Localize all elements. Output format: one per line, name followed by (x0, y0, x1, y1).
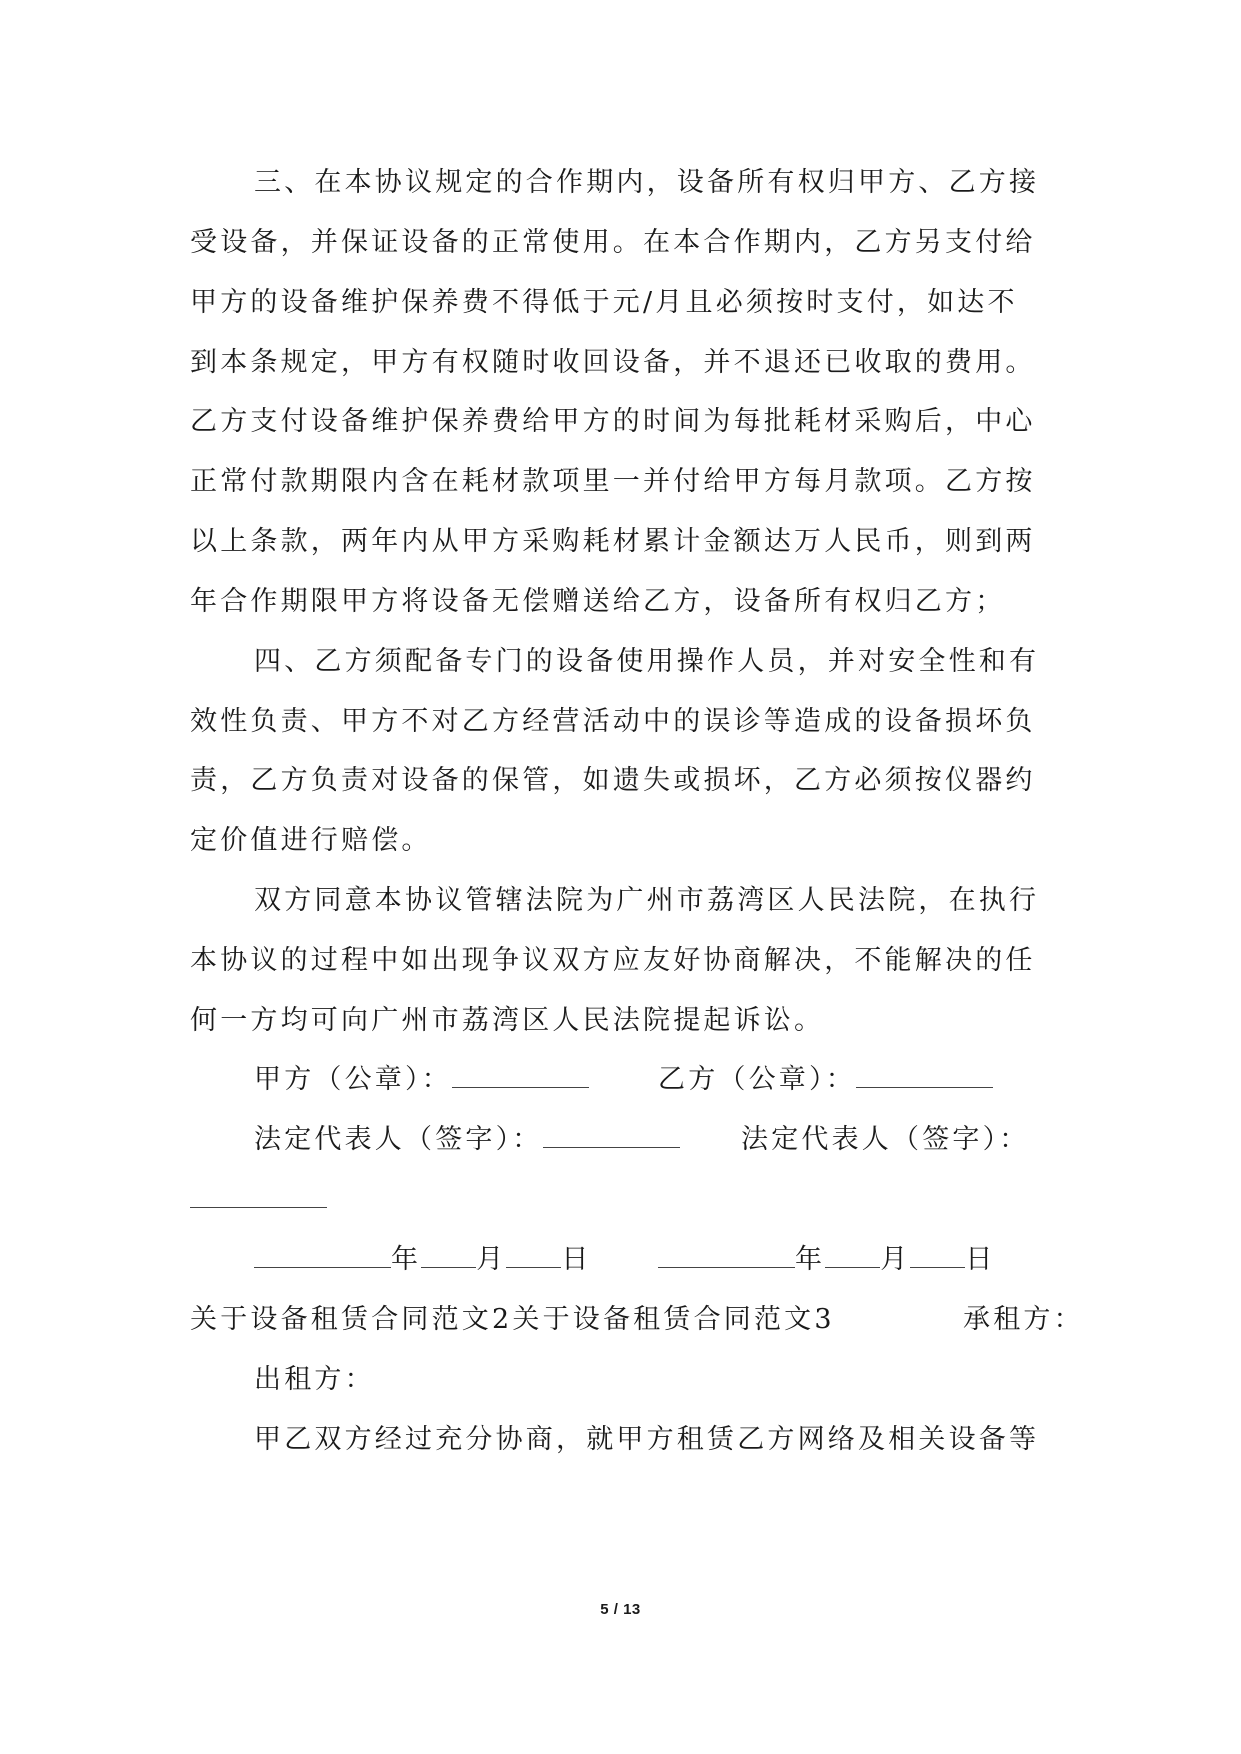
paragraph-line: 乙方支付设备维护保养费给甲方的时间为每批耗材采购后，中心 (190, 406, 1036, 437)
party-b-seal-label: 乙方（公章）： (658, 1064, 856, 1095)
party-a-seal-label: 甲方（公章）： (254, 1064, 452, 1095)
month-blank (421, 1266, 476, 1268)
paragraph-line: 正常付款期限内含在耗材款项里一并付给甲方每月款项。乙方按 (190, 466, 1036, 497)
paragraph-line: 责，乙方负责对设备的保管，如遗失或损坏，乙方必须按仪器约 (190, 765, 1036, 796)
paragraph-line: 效性负责、甲方不对乙方经营活动中的误诊等造成的设备损坏负 (190, 706, 1036, 737)
year-label: 年 (391, 1244, 422, 1275)
paragraph-line: 甲方的设备维护保养费不得低于元/月且必须按时支付，如达不 (190, 287, 1018, 318)
paragraph-line: 双方同意本协议管辖法院为广州市荔湾区人民法院，在执行 (254, 885, 1040, 916)
paragraph-line: 年合作期限甲方将设备无偿赠送给乙方，设备所有权归乙方； (190, 586, 1006, 617)
rep-line (254, 1124, 680, 1156)
rep-a-label: 法定代表人（签字）： (254, 1124, 543, 1155)
seal-line-b (658, 1064, 993, 1096)
page-number: 5 / 13 (600, 1601, 641, 1618)
paragraph-line: 何一方均可向广州市荔湾区人民法院提起诉讼。 (190, 1005, 825, 1036)
date-line-b (658, 1244, 996, 1276)
year-blank (254, 1266, 391, 1268)
party-a-seal-blank (452, 1086, 589, 1088)
month-label: 月 (476, 1244, 507, 1275)
lessor-label: 出租方： (254, 1364, 375, 1395)
rep-b-label: 法定代表人（签字）： (741, 1124, 1030, 1155)
paragraph-line: 三、在本协议规定的合作期内，设备所有权归甲方、乙方接 (254, 167, 1040, 198)
paragraph-line: 到本条规定，甲方有权随时收回设备，并不退还已收取的费用。 (190, 347, 1036, 378)
paragraph-line: 受设备，并保证设备的正常使用。在本合作期内，乙方另支付给 (190, 227, 1036, 258)
month-blank (825, 1266, 880, 1268)
day-blank (910, 1266, 965, 1268)
paragraph-line: 四、乙方须配备专门的设备使用操作人员，并对安全性和有 (254, 646, 1040, 677)
day-blank (506, 1266, 561, 1268)
year-label: 年 (795, 1244, 826, 1275)
day-label: 日 (561, 1244, 592, 1275)
year-blank (658, 1266, 795, 1268)
seal-line (254, 1064, 589, 1096)
rep-line-b (741, 1124, 1030, 1156)
paragraph-line: 定价值进行赔偿。 (190, 825, 432, 856)
sample-title: 关于设备租赁合同范文2关于设备租赁合同范文3 (190, 1304, 835, 1335)
rep-b-blank (190, 1206, 327, 1208)
day-label: 日 (965, 1244, 996, 1275)
paragraph-line: 甲乙双方经过充分协商，就甲方租赁乙方网络及相关设备等 (254, 1424, 1040, 1455)
date-line-a (254, 1244, 592, 1276)
rep-b-blank-line (190, 1184, 327, 1216)
lessee-label: 承租方： (963, 1304, 1084, 1335)
paragraph-line: 本协议的过程中如出现争议双方应友好协商解决，不能解决的任 (190, 945, 1036, 976)
month-label: 月 (880, 1244, 911, 1275)
paragraph-line: 以上条款，两年内从甲方采购耗材累计金额达万人民币，则到两 (190, 526, 1036, 557)
rep-a-blank (543, 1146, 680, 1148)
party-b-seal-blank (856, 1086, 993, 1088)
